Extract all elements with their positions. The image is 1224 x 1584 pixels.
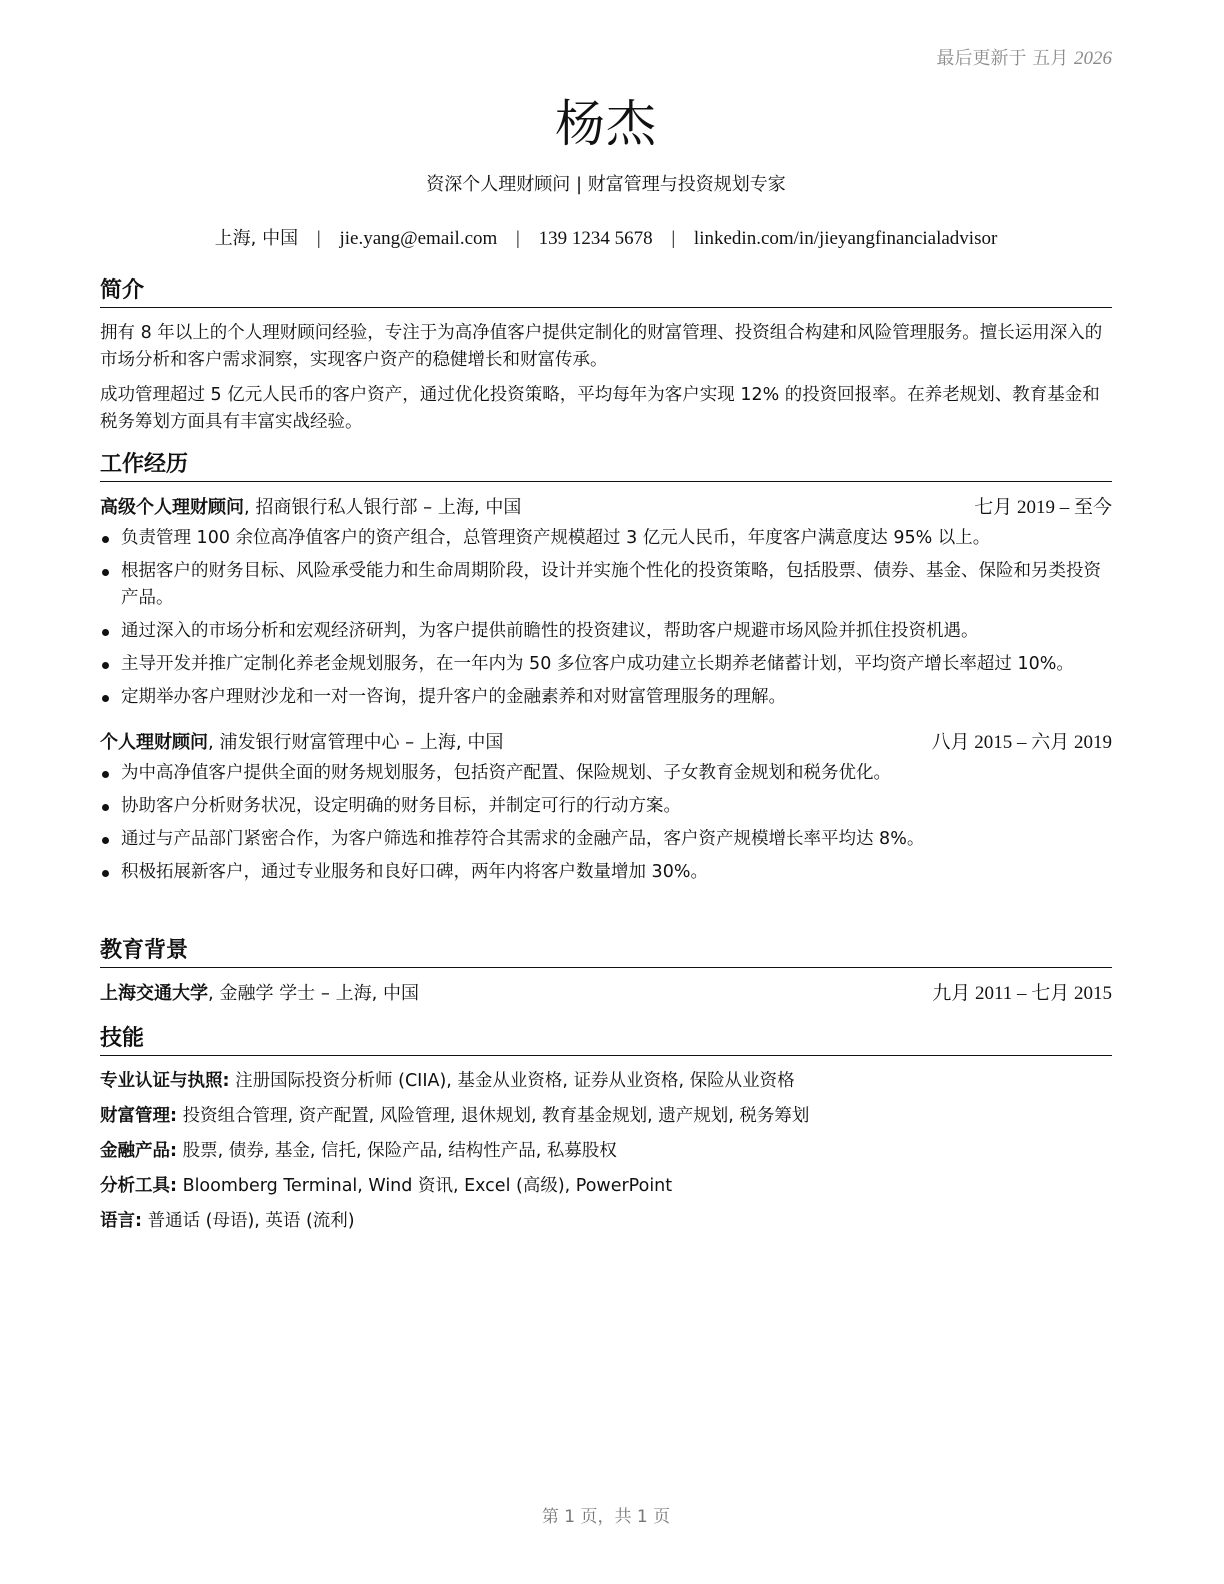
- skills-list: [100, 1068, 1112, 1235]
- skill-value: 普通话 (母语), 英语 (流利): [142, 1211, 355, 1231]
- contact-line: [100, 224, 1112, 250]
- bullet-text: 为中高净值客户提供全面的财务规划服务，包括资产配置、保险规划、子女教育金规划和税务优化。: [121, 763, 891, 783]
- bullet-text: 负责管理 100 余位高净值客户的资产组合，总管理资产规模超过 3 亿元人民币，年度客户满意度达 95% 以上。: [121, 528, 991, 548]
- list-item: [100, 859, 1112, 886]
- bullet-icon: [102, 804, 109, 811]
- list-item: [100, 826, 1112, 853]
- degree-detail: , 金融学 学士 – 上海, 中国: [208, 983, 420, 1004]
- skill-row: [100, 1103, 1112, 1130]
- resume-page: [100, 0, 1112, 1584]
- job-role: 个人理财顾问: [100, 732, 208, 753]
- skill-row: [100, 1208, 1112, 1235]
- job-role: 高级个人理财顾问: [100, 497, 244, 518]
- section-title-skills: 技能: [100, 1025, 1112, 1056]
- list-item: [100, 618, 1112, 645]
- experience-section: [100, 451, 1112, 892]
- bullet-icon: [102, 771, 109, 778]
- skill-label: 分析工具:: [100, 1176, 177, 1196]
- skill-row: [100, 1138, 1112, 1165]
- job-organization: , 招商银行私人银行部 – 上海, 中国: [244, 497, 522, 518]
- school-name: 上海交通大学: [100, 983, 208, 1004]
- education-section: [100, 937, 1112, 1007]
- last-updated-prefix: 最后更新于 五月: [936, 48, 1074, 69]
- skill-value: 股票, 债券, 基金, 信托, 保险产品, 结构性产品, 私募股权: [177, 1141, 617, 1161]
- skill-row: [100, 1173, 1112, 1200]
- job-organization: , 浦发银行财富管理中心 – 上海, 中国: [208, 732, 504, 753]
- skill-label: 专业认证与执照:: [100, 1071, 230, 1091]
- section-title-education: 教育背景: [100, 937, 1112, 968]
- contact-location: 上海, 中国: [214, 228, 299, 249]
- skill-value: 投资组合管理, 资产配置, 风险管理, 退休规划, 教育基金规划, 遗产规划, 税务筹划: [177, 1106, 810, 1126]
- skill-value: Bloomberg Terminal, Wind 资讯, Excel (高级), PowerPoint: [177, 1176, 673, 1196]
- list-item: [100, 760, 1112, 787]
- skill-row: [100, 1068, 1112, 1095]
- summary-paragraph: 成功管理超过 5 亿元人民币的客户资产，通过优化投资策略，平均每年为客户实现 12% 的投资回报率。在养老规划、教育基金和税务筹划方面具有丰富实战经验。: [100, 385, 1100, 432]
- skill-label: 财富管理:: [100, 1106, 177, 1126]
- list-item: [100, 793, 1112, 820]
- bullet-icon: [102, 695, 109, 702]
- summary-section: [100, 277, 1112, 436]
- contact-email[interactable]: jie.yang@email.com: [339, 228, 498, 249]
- job-date: 八月 2015 – 六月 2019: [931, 732, 1112, 753]
- page-footer: 第 1 页，共 1 页: [541, 1507, 671, 1527]
- contact-separator: |: [316, 228, 321, 249]
- bullet-icon: [102, 837, 109, 844]
- list-item: [100, 684, 1112, 711]
- section-title-summary: 简介: [100, 277, 1112, 308]
- list-item: [100, 525, 1112, 552]
- candidate-name: 杨杰: [555, 95, 657, 153]
- list-item: [100, 558, 1112, 612]
- job-bullets: [100, 760, 1112, 886]
- contact-separator: |: [516, 228, 520, 249]
- bullet-icon: [102, 536, 109, 543]
- bullet-text: 协助客户分析财务状况，设定明确的财务目标，并制定可行的行动方案。: [121, 796, 681, 816]
- summary-paragraph: 拥有 8 年以上的个人理财顾问经验，专注于为高净值客户提供定制化的财富管理、投资组合构建和风险管理服务。擅长运用深入的市场分析和客户需求洞察，实现客户资产的稳健增长和财富传承。: [100, 323, 1103, 370]
- bullet-text: 主导开发并推广定制化养老金规划服务，在一年内为 50 多位客户成功建立长期养老储蓄计划，平均资产增长率超过 10%。: [121, 654, 1074, 674]
- bullet-icon: [102, 870, 109, 877]
- last-updated-year: 2026: [1074, 48, 1112, 69]
- bullet-text: 根据客户的财务目标、风险承受能力和生命周期阶段，设计并实施个性化的投资策略，包括股票、债券、基金、保险和另类投资产品。: [121, 561, 1101, 608]
- education-entry: [100, 980, 1112, 1007]
- contact-phone[interactable]: 139 1234 5678: [538, 228, 653, 249]
- bullet-icon: [102, 629, 109, 636]
- skills-section: [100, 1025, 1112, 1243]
- headline: 资深个人理财顾问 | 财富管理与投资规划专家: [426, 174, 786, 195]
- bullet-text: 通过与产品部门紧密合作，为客户筛选和推荐符合其需求的金融产品，客户资产规模增长率平均达 8%。: [121, 829, 925, 849]
- list-item: [100, 651, 1112, 678]
- contact-linkedin[interactable]: linkedin.com/in/jieyangfinancialadvisor: [693, 228, 998, 249]
- skill-label: 语言:: [100, 1211, 142, 1231]
- bullet-text: 通过深入的市场分析和宏观经济研判，为客户提供前瞻性的投资建议，帮助客户规避市场风险并抓住投资机遇。: [121, 621, 979, 641]
- job-header: [100, 729, 1112, 756]
- job-bullets: [100, 525, 1112, 711]
- bullet-text: 积极拓展新客户，通过专业服务和良好口碑，两年内将客户数量增加 30%。: [121, 862, 708, 882]
- bullet-text: 定期举办客户理财沙龙和一对一咨询，提升客户的金融素养和对财富管理服务的理解。: [121, 687, 786, 707]
- last-updated: [937, 44, 1112, 70]
- skill-label: 金融产品:: [100, 1141, 177, 1161]
- bullet-icon: [102, 569, 109, 576]
- job-entry: [100, 729, 1112, 886]
- job-header: [100, 494, 1112, 521]
- skill-value: 注册国际投资分析师 (CIIA), 基金从业资格, 证券从业资格, 保险从业资格: [229, 1071, 795, 1091]
- job-date: 七月 2019 – 至今: [974, 497, 1112, 518]
- bullet-icon: [102, 662, 109, 669]
- education-date: 九月 2011 – 七月 2015: [932, 983, 1112, 1004]
- contact-separator: |: [671, 228, 676, 249]
- section-title-experience: 工作经历: [100, 451, 1112, 482]
- job-entry: [100, 494, 1112, 711]
